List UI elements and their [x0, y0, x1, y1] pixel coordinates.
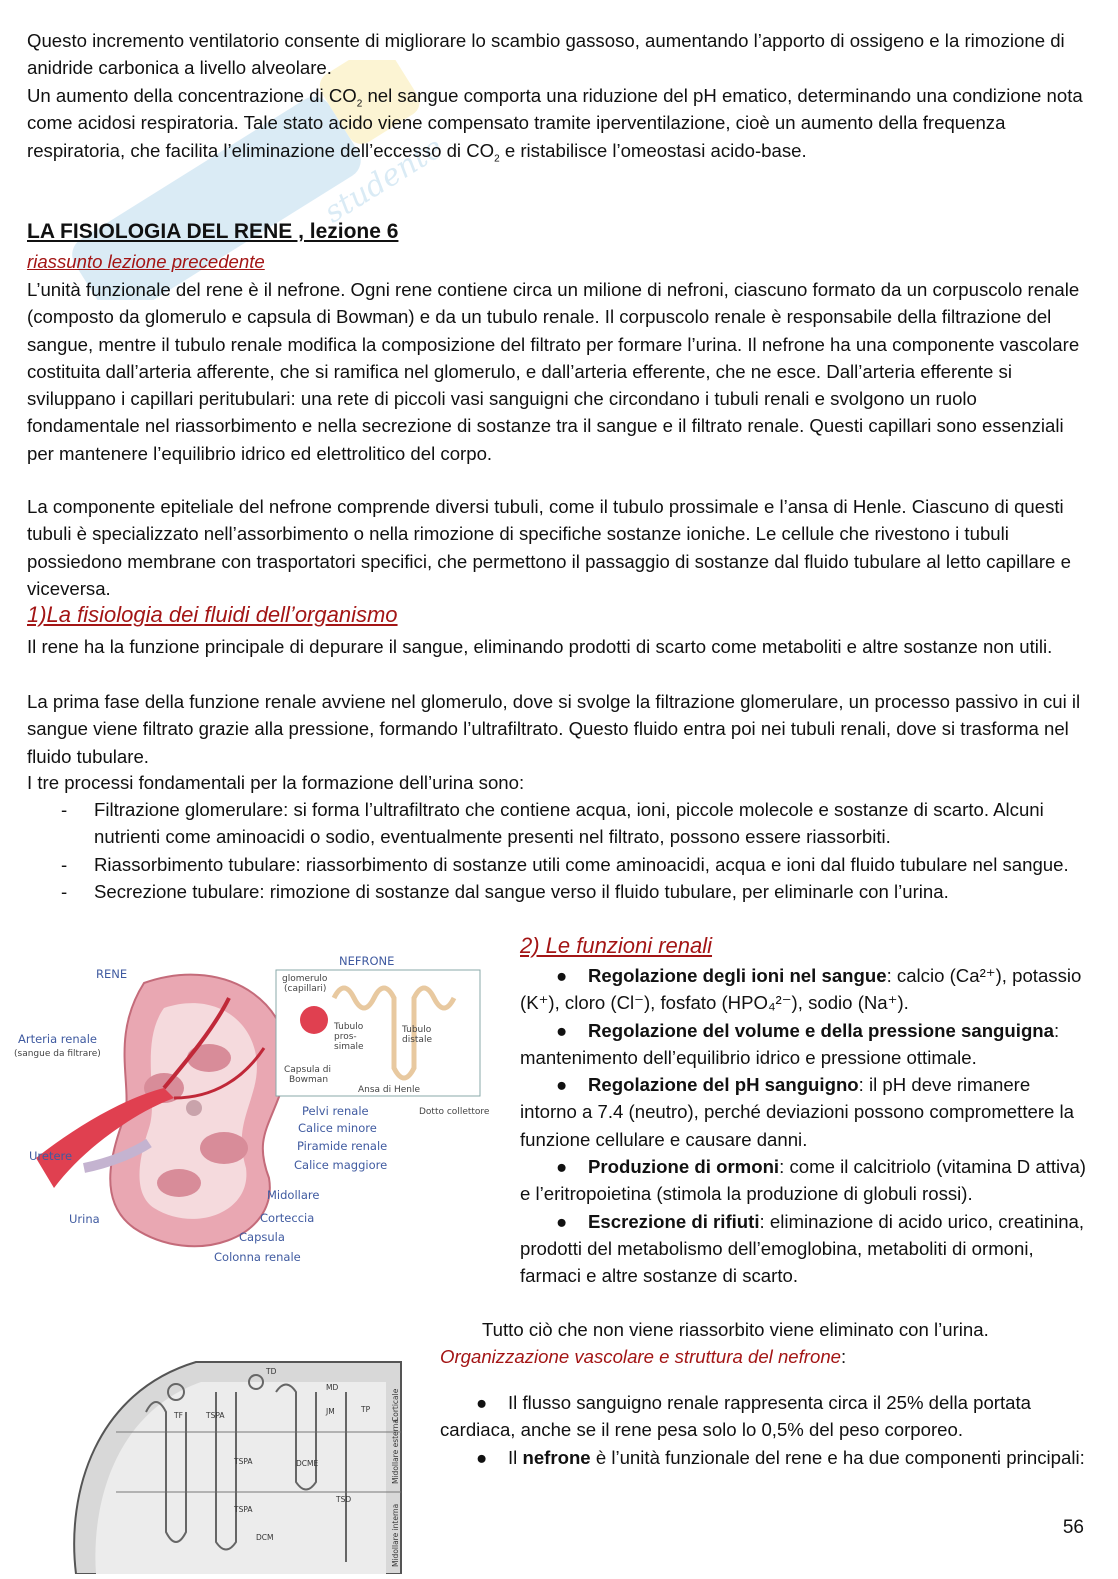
- list-item: ● Il nefrone è l’unità funzionale del rene e ha due componenti principali:: [440, 1444, 1090, 1471]
- fig2-label-tspa-3: TSPA: [234, 1505, 253, 1514]
- recap-label: riassunto lezione precedente: [27, 251, 265, 272]
- section-1-title: 1)La fisiologia dei fluidi dell’organismo: [27, 602, 398, 627]
- fig-label-urina: Urina: [69, 1212, 100, 1226]
- list-item: ● Produzione di ormoni: come il calcitriolo (vitamina D attiva) e l’eritropoietina (stimola la produzione di globuli rossi).: [520, 1153, 1090, 1208]
- fig2-label-td: TD: [266, 1367, 277, 1376]
- fig2-label-tspa: TSPA: [206, 1411, 225, 1420]
- functions-list: [520, 962, 1090, 1290]
- kidney-figure: [14, 948, 506, 1268]
- s1-paragraph-1: Il rene ha la funzione principale di depurare il sangue, eliminando prodotti di scarto come metaboliti e altre sostanze non utili.: [27, 636, 1053, 657]
- fig-label-capsula2: Capsula: [239, 1230, 285, 1244]
- page-number: 56: [1062, 1517, 1084, 1538]
- fig-label-colonna: Colonna renale: [214, 1250, 301, 1264]
- list-item: - Secrezione tubulare: rimozione di sostanze dal sangue verso il fluido tubulare, per eliminarle con l’urina.: [27, 878, 1093, 905]
- fig-label-midollare: Midollare: [267, 1188, 320, 1202]
- fig-label-uretere: Uretere: [29, 1149, 73, 1163]
- fig-label-prossimale3: simale: [334, 1042, 364, 1052]
- fig-label-calice-min: Calice minore: [298, 1121, 377, 1135]
- bullet-icon: ●: [556, 965, 568, 986]
- list-item: ● Il flusso sanguigno renale rappresenta circa il 25% della portata cardiaca, anche se il rene pesa solo lo 0,5% del peso corporeo.: [440, 1389, 1090, 1444]
- fig-label-arteria-sub: (sangue da filtrare): [14, 1049, 101, 1059]
- fig2-label-tspa-2: TSPA: [234, 1457, 253, 1466]
- list-item: - Riassorbimento tubulare: riassorbimento di sostanze utili come aminoacidi, acqua e ioni dal fluido tubulare nel sangue.: [27, 851, 1093, 878]
- s1-paragraph-2: La prima fase della funzione renale avviene nel glomerulo, dove si svolge la filtrazione glomerulare, un processo passivo in cui il sangue viene filtrato grazie alla pressione, formando l’ultrafiltrato. Questo fluido entra poi nei tubuli renali, dove si trasforma nel fluido tubulare.: [27, 691, 1081, 767]
- fig-label-distale2: distale: [402, 1035, 432, 1045]
- fig-label-dotto: Dotto collettore: [419, 1107, 490, 1117]
- fig-label-capillari: (capillari): [284, 984, 327, 994]
- fig2-label-midollare-esterna: Midollare esterna: [391, 1419, 400, 1484]
- fig2-label-corticale: Corticale: [391, 1388, 400, 1422]
- intro-paragraph-1: Questo incremento ventilatorio consente di migliorare lo scambio gassoso, aumentando l’apporto di ossigeno e la rimozione di anidride carbonica a livello alveolare.: [27, 30, 1065, 79]
- section-title: LA FISIOLOGIA DEL RENE , lezione 6: [27, 220, 399, 243]
- fig-label-calice-mag: Calice maggiore: [294, 1158, 388, 1172]
- list-item: ● Escrezione di rifiuti: eliminazione di acido urico, creatinina, prodotti del metabolismo dell’emoglobina, metaboliti di ormoni, farmaci e altre sostanze di scarto.: [520, 1208, 1090, 1290]
- section-2-title: 2) Le funzioni renali: [520, 933, 713, 958]
- list-item: ● Regolazione degli ioni nel sangue: calcio (Ca²⁺), potassio (K⁺), cloro (Cl⁻), fosfato (HPO₄²⁻), sodio (Na⁺).: [520, 962, 1090, 1017]
- recap-paragraph-2: La componente epiteliale del nefrone comprende diversi tubuli, come il tubulo prossimale e l’ansa di Henle. Ciascuno di questi tubuli è specializzato nell’assorbimento o nella rimozione di specifiche sostanze ioniche. Le cellule che rivestono i tubuli possiedono membrane con trasportatori specifici, che permettono il passaggio di sostanze dal fluido tubulare al letto capillare e viceversa.: [27, 496, 1071, 599]
- fig-label-arteria: Arteria renale: [18, 1032, 97, 1046]
- process-list: [27, 796, 1093, 905]
- s3-title: Organizzazione vascolare e struttura del nefrone:: [440, 1346, 847, 1367]
- fig2-label-tsd: TSD: [336, 1495, 352, 1504]
- fig-label-pelvi: Pelvi renale: [302, 1104, 369, 1118]
- fig-label-bowman: Bowman: [289, 1075, 329, 1085]
- list-item: ● Regolazione del volume e della pressione sanguigna: mantenimento dell’equilibrio idrico e pressione ottimale.: [520, 1017, 1090, 1072]
- bullet-icon: ●: [556, 1156, 568, 1178]
- fig-label-glomerulo: glomerulo: [282, 974, 328, 984]
- bullet-icon: ●: [476, 1392, 488, 1413]
- fig2-label-md: MD: [326, 1383, 339, 1392]
- fig2-label-dcm: DCM: [256, 1533, 274, 1542]
- fig-label-piramide: Piramide renale: [297, 1139, 388, 1153]
- fig-label-capsula: Capsula di: [284, 1065, 331, 1075]
- fig-label-corteccia: Corteccia: [260, 1211, 315, 1225]
- intro-paragraph-2: Un aumento della concentrazione di $CO_2$ nel sangue comporta una riduzione del pH ematico, determinando una condizione nota come acidosi respiratoria. Tale stato acido viene compensato tramite iperventilazione, cioè un aumento della frequenza respiratoria, che facilita l’eliminazione dell’eccesso di $CO_2$ e ristabilisce l’omeostasi acido-base.: [27, 85, 1083, 165]
- fig2-label-tf: TF: [174, 1411, 183, 1420]
- fig2-label-dcme: DCME: [296, 1459, 319, 1468]
- nephron-diagram: [56, 1352, 406, 1574]
- fig-label-nefrone: NEFRONE: [339, 954, 395, 968]
- fig2-label-jm: JM: [326, 1407, 335, 1416]
- fig-label-rene: RENE: [96, 967, 128, 981]
- list-item: - Filtrazione glomerulare: si forma l’ultrafiltrato che contiene acqua, ioni, piccole molecole e sostanze di scarto. Alcuni nutrienti come aminoacidi o sodio, eventualmente presenti nel filtrato, possono essere riassorbiti.: [27, 796, 1093, 851]
- fig2-label-midollare-interna: Midollare interna: [391, 1503, 400, 1567]
- fig-label-prossimale2: pros-: [334, 1032, 357, 1042]
- fig2-label-tp: TP: [361, 1405, 371, 1414]
- s1-paragraph-3: I tre processi fondamentali per la formazione dell’urina sono:: [27, 772, 525, 793]
- bullet-icon: ●: [556, 1210, 568, 1232]
- bullet-icon: ●: [556, 1019, 568, 1041]
- recap-paragraph-1: L’unità funzionale del rene è il nefrone. Ogni rene contiene circa un milione di nefroni, ciascuno formato da un corpuscolo renale (composto da glomerulo e capsula di Bowman) e da un tubulo renale. Il corpuscolo renale è responsabile della filtrazione del sangue, mentre il tubulo renale modifica la composizione del filtrato per formare l’urina. Il nefrone ha una componente vascolare costituita dall’arteria afferente, che si ramifica nel glomerulo, e dall’arteria efferente, che ne esce. Dall’arteria efferente si sviluppano i capillari peritubulari: una rete di piccoli vasi sanguigni che circondano i tubuli renali e svolgono un ruolo fondamentale nel riassorbimento e nella secrezione di sostanze tra il sangue e il filtrato renale. Questi capillari sono essenziali per mantenere l’equilibrio idrico ed elettrolitico del corpo.: [27, 279, 1080, 464]
- svg-text:studente: studente: [318, 130, 450, 231]
- list-item: ● Regolazione del pH sanguigno: il pH deve rimanere intorno a 7.4 (neutro), perché deviazioni possono compromettere la funzione cellulare e causare danni.: [520, 1071, 1090, 1153]
- fig-label-ansa: Ansa di Henle: [358, 1085, 421, 1095]
- fig-label-tubulo-p: Tubulo: [334, 1022, 364, 1032]
- bullet-icon: ●: [556, 1074, 568, 1096]
- fig-label-tubulo-d: Tubulo: [402, 1025, 432, 1035]
- bullet-icon: ●: [476, 1446, 488, 1468]
- s2-closing: Tutto ciò che non viene riassorbito viene eliminato con l’urina.: [482, 1319, 989, 1340]
- nephron-structure-list: [440, 1389, 1090, 1471]
